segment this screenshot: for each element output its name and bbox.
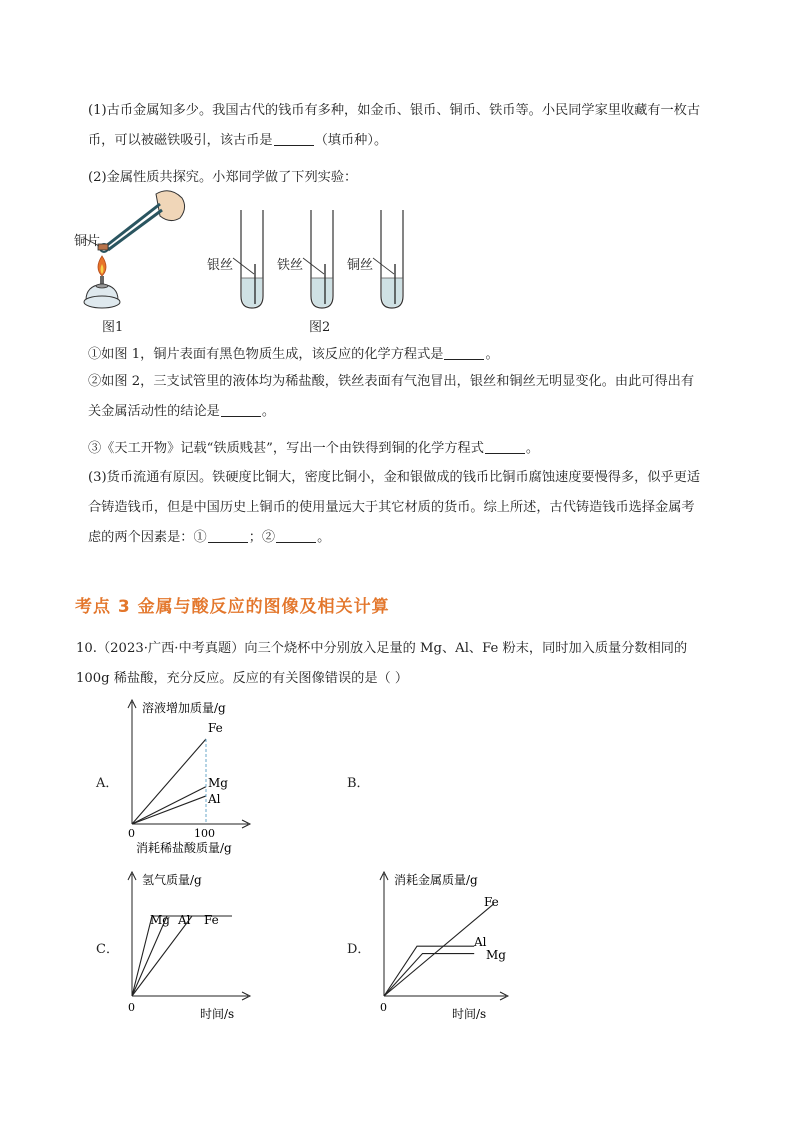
question-10 — [76, 634, 736, 694]
origin-label: 0 — [380, 1001, 387, 1014]
hand-icon — [156, 191, 185, 221]
series-label-fe: Fe — [204, 913, 219, 927]
chart-a — [116, 696, 256, 862]
question-2-end: 。 — [261, 404, 276, 419]
x-axis-label: 消耗稀盐酸质量/g — [136, 841, 232, 855]
iron-wire-label: 铁丝 — [277, 258, 304, 273]
option-d-label[interactable]: D． — [347, 942, 371, 957]
answer-blank-coin[interactable] — [274, 131, 314, 146]
question-3 — [88, 437, 539, 456]
section-heading: 考点 3 金属与酸反应的图像及相关计算 — [75, 597, 390, 617]
part1-line2-end: （填币种）。 — [314, 133, 388, 148]
test-tube-silver — [233, 210, 263, 308]
part1-line2-start: 币，可以被磁铁吸引，该古币是 — [88, 133, 273, 148]
copper-wire-label: 铜丝 — [347, 258, 374, 273]
part2-intro: (2)金属性质共探究。小郑同学做了下列实验： — [88, 170, 358, 185]
series-label-al: Al — [178, 913, 191, 927]
series-label-al: Al — [208, 792, 221, 806]
question-1-end: 。 — [485, 347, 499, 362]
question-3-end: 。 — [525, 441, 540, 456]
series-line-fe — [132, 739, 206, 824]
series-line-mg — [132, 787, 206, 824]
series-label-al: Al — [474, 935, 487, 949]
part1-paragraph — [88, 96, 728, 156]
question-2-line1: ②如图 2，三支试管里的液体均为稀盐酸，铁丝表面有气泡冒出，银丝和铜丝无明显变化。由此可得出有 — [88, 374, 695, 389]
option-a-label[interactable]: A． — [96, 776, 119, 791]
part3-line3-mid: ；② — [248, 530, 276, 545]
series-line-fe — [384, 904, 494, 996]
answer-blank-factor-1[interactable] — [208, 528, 248, 543]
series-label-mg: Mg — [208, 776, 228, 790]
question-2 — [88, 367, 728, 427]
series-line-fe — [132, 916, 232, 996]
chart-c — [116, 866, 256, 1024]
question-1 — [88, 343, 499, 362]
y-axis-label: 溶液增加质量/g — [142, 701, 226, 715]
series-line-al — [132, 796, 206, 824]
question-10-line1: 10.（2023·广西·中考真题）向三个烧杯中分别放入足量的 Mg、Al、Fe 粉末，同时加入质量分数相同的 — [76, 641, 688, 656]
y-axis-label: 消耗金属质量/g — [394, 873, 478, 887]
figure-1-caption: 图1 — [102, 320, 124, 335]
series-label-fe: Fe — [484, 895, 499, 909]
origin-label: 0 — [128, 1001, 135, 1014]
silver-wire-label: 银丝 — [207, 258, 234, 273]
series-line-mg — [132, 916, 232, 996]
question-3-text: ③《天工开物》记载“铁质贱甚”，写出一个由铁得到铜的化学方程式 — [88, 441, 484, 456]
x-axis-label: 时间/s — [452, 1007, 487, 1021]
alcohol-lamp-figure — [70, 186, 190, 336]
question-10-line2: 100g 稀盐酸，充分反应。反应的有关图像错误的是（ ） — [76, 671, 409, 686]
option-c-label[interactable]: C． — [96, 942, 119, 957]
series-label-fe: Fe — [208, 721, 223, 735]
figure-1 — [70, 186, 190, 336]
figure-2 — [205, 208, 415, 336]
part3-paragraph — [88, 463, 728, 553]
series-label-mg: Mg — [486, 948, 506, 962]
option-b-label[interactable]: B． — [347, 776, 370, 791]
answer-blank-factor-2[interactable] — [276, 528, 316, 543]
test-tube-copper — [373, 210, 403, 308]
part3-line1: (3)货币流通有原因。铁硬度比铜大，密度比铜小，金和银做成的钱币比铜币腐蚀速度要慢得多，似乎更适 — [88, 470, 701, 485]
test-tube-iron — [303, 210, 333, 308]
chart-d — [368, 866, 518, 1024]
series-label-mg: Mg — [150, 913, 170, 927]
test-tubes-figure — [205, 208, 415, 318]
copper-label: 铜片 — [74, 234, 101, 249]
answer-blank-q1[interactable] — [444, 345, 484, 360]
y-axis-label: 氢气质量/g — [142, 873, 202, 887]
tongs-icon — [106, 204, 160, 246]
part3-line3-start: 虑的两个因素是：① — [88, 530, 207, 545]
question-2-line2: 关金属活动性的结论是 — [88, 404, 220, 419]
answer-blank-q3[interactable] — [485, 439, 525, 454]
part3-line3-end: 。 — [317, 530, 331, 545]
origin-label: 0 — [128, 827, 135, 840]
part1-line1: (1)古币金属知多少。我国古代的钱币有多种，如金币、银币、铜币、铁币等。小民同学家里收藏有一枚古 — [88, 103, 701, 118]
part3-line2: 合铸造钱币，但是中国历史上铜币的使用量远大于其它材质的货币。综上所述，古代铸造钱币选择金属考 — [88, 500, 695, 515]
question-1-text: ①如图 1，铜片表面有黑色物质生成，该反应的化学方程式是 — [88, 347, 444, 362]
figure-2-caption: 图2 — [309, 320, 331, 335]
answer-blank-q2[interactable] — [221, 402, 261, 417]
series-line-al — [132, 916, 232, 996]
x-axis-label: 时间/s — [200, 1007, 235, 1021]
x-tick-label-100: 100 — [194, 827, 215, 840]
